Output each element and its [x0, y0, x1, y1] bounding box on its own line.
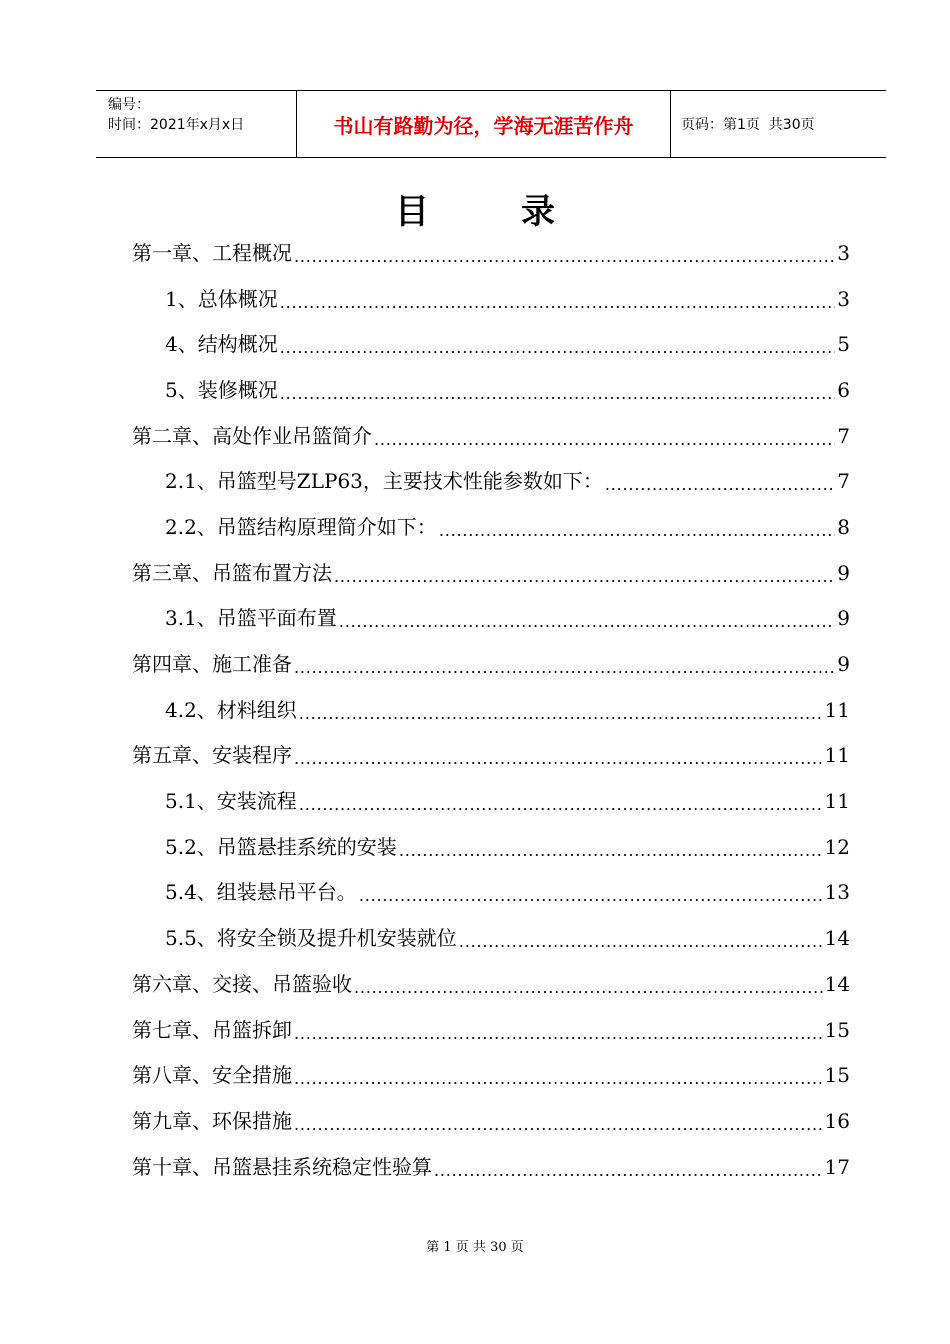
toc-dot-leader: [280, 336, 836, 356]
toc-entry-page: 14: [824, 971, 850, 996]
toc-entry[interactable]: [132, 504, 850, 550]
toc-dot-leader: [299, 793, 823, 813]
toc-entry[interactable]: [132, 276, 850, 322]
toc-dot-leader: [399, 839, 823, 859]
toc-entry-label: 2.1、吊篮型号ZLP63，主要技术性能参数如下：: [165, 469, 603, 494]
toc-entry-label: 第四章、施工准备: [132, 652, 292, 677]
toc-entry[interactable]: [132, 1144, 850, 1190]
toc-entry-label: 第六章、交接、吊篮验收: [132, 971, 352, 996]
toc-entry[interactable]: [132, 824, 850, 870]
toc-entry-label: 第八章、安全措施: [132, 1063, 292, 1088]
toc-dot-leader: [294, 1113, 823, 1133]
toc-entry[interactable]: [132, 778, 850, 824]
toc-entry-page: 12: [824, 834, 850, 859]
toc-entry-page: 11: [824, 789, 850, 814]
toc-entry-page: 6: [837, 377, 850, 402]
toc-entry-page: 7: [837, 423, 850, 448]
toc-entry-label: 1、总体概况: [165, 286, 278, 311]
toc-entry[interactable]: [132, 1098, 850, 1144]
header-motto: 书山有路勤为径，学海无涯苦作舟: [333, 113, 634, 138]
toc-entry[interactable]: [132, 596, 850, 642]
toc-dot-leader: [334, 565, 835, 585]
toc-entry[interactable]: [132, 915, 850, 961]
toc-entry-label: 第三章、吊篮布置方法: [132, 560, 332, 585]
toc-entry-label: 第五章、安装程序: [132, 743, 292, 768]
toc-dot-leader: [280, 291, 836, 311]
toc-entry-label: 4.2、材料组织: [165, 697, 297, 722]
toc-dot-leader: [294, 245, 835, 265]
toc-entry[interactable]: [132, 230, 850, 276]
toc-entry[interactable]: [132, 961, 850, 1007]
toc-dot-leader: [294, 747, 823, 767]
toc-entry[interactable]: [132, 870, 850, 916]
toc-entry-label: 4、结构概况: [165, 332, 278, 357]
toc-entry-label: 第九章、环保措施: [132, 1108, 292, 1133]
toc-entry-page: 17: [824, 1154, 850, 1179]
toc-dot-leader: [374, 428, 835, 448]
document-number-label: 编号：: [108, 97, 150, 113]
toc-title-char-2: 录: [521, 192, 555, 232]
toc-entry-page: 15: [824, 1017, 850, 1042]
toc-entry[interactable]: [132, 1007, 850, 1053]
document-time-label: 时间：2021年x月x日: [108, 117, 245, 133]
page-footer: 第 1 页 共 30 页: [426, 1240, 524, 1255]
toc-dot-leader: [605, 473, 835, 493]
toc-entry-page: 8: [837, 514, 850, 539]
toc-dot-leader: [359, 884, 823, 904]
toc-entry-label: 5、装修概况: [165, 377, 278, 402]
toc-dot-leader: [294, 1022, 823, 1042]
toc-entry-label: 第十章、吊篮悬挂系统稳定性验算: [132, 1154, 432, 1179]
header-page-cell: [671, 91, 886, 157]
toc-entry-page: 14: [824, 926, 850, 951]
toc-dot-leader: [280, 382, 836, 402]
toc-dot-leader: [459, 930, 823, 950]
toc-entry-page: 5: [837, 332, 850, 357]
toc-entry-label: 5.5、将安全锁及提升机安装就位: [165, 926, 457, 951]
toc-entry-label: 5.4、组装悬吊平台。: [165, 880, 357, 905]
toc-title: [0, 184, 950, 233]
toc-entry-label: 3.1、吊篮平面布置: [165, 606, 337, 631]
toc-entry-label: 5.1、安装流程: [165, 789, 297, 814]
page-header: [96, 90, 886, 158]
toc-entry[interactable]: [132, 413, 850, 459]
toc-dot-leader: [439, 519, 835, 539]
toc-entry-page: 16: [824, 1108, 850, 1133]
toc-entry-page: 9: [837, 560, 850, 585]
toc-dot-leader: [434, 1159, 823, 1179]
toc-entry-page: 13: [824, 880, 850, 905]
toc-dot-leader: [299, 702, 823, 722]
toc-entry[interactable]: [132, 641, 850, 687]
toc-entry[interactable]: [132, 687, 850, 733]
toc-title-char-1: 目: [395, 192, 429, 232]
toc-entry-page: 7: [837, 469, 850, 494]
table-of-contents: [132, 230, 850, 1189]
toc-entry[interactable]: [132, 733, 850, 779]
toc-entry-label: 第二章、高处作业吊篮简介: [132, 423, 372, 448]
toc-entry-page: 9: [837, 606, 850, 631]
header-motto-cell: [297, 91, 671, 157]
toc-dot-leader: [294, 1067, 823, 1087]
toc-entry-page: 11: [824, 697, 850, 722]
toc-entry-label: 第一章、工程概况: [132, 240, 292, 265]
toc-dot-leader: [339, 610, 835, 630]
toc-entry[interactable]: [132, 550, 850, 596]
toc-entry-label: 2.2、吊篮结构原理简介如下：: [165, 514, 437, 539]
toc-entry-page: 11: [824, 743, 850, 768]
toc-entry-page: 3: [837, 240, 850, 265]
toc-entry[interactable]: [132, 367, 850, 413]
header-page-info: 页码：第1页 共30页: [681, 117, 815, 133]
toc-dot-leader: [354, 976, 823, 996]
header-info-cell: [96, 91, 297, 157]
toc-entry[interactable]: [132, 458, 850, 504]
toc-entry-page: 15: [824, 1063, 850, 1088]
toc-entry-page: 3: [837, 286, 850, 311]
toc-entry-label: 第七章、吊篮拆卸: [132, 1017, 292, 1042]
toc-entry[interactable]: [132, 1052, 850, 1098]
toc-entry-page: 9: [837, 652, 850, 677]
toc-entry-label: 5.2、吊篮悬挂系统的安装: [165, 834, 397, 859]
toc-entry[interactable]: [132, 321, 850, 367]
toc-dot-leader: [294, 656, 835, 676]
